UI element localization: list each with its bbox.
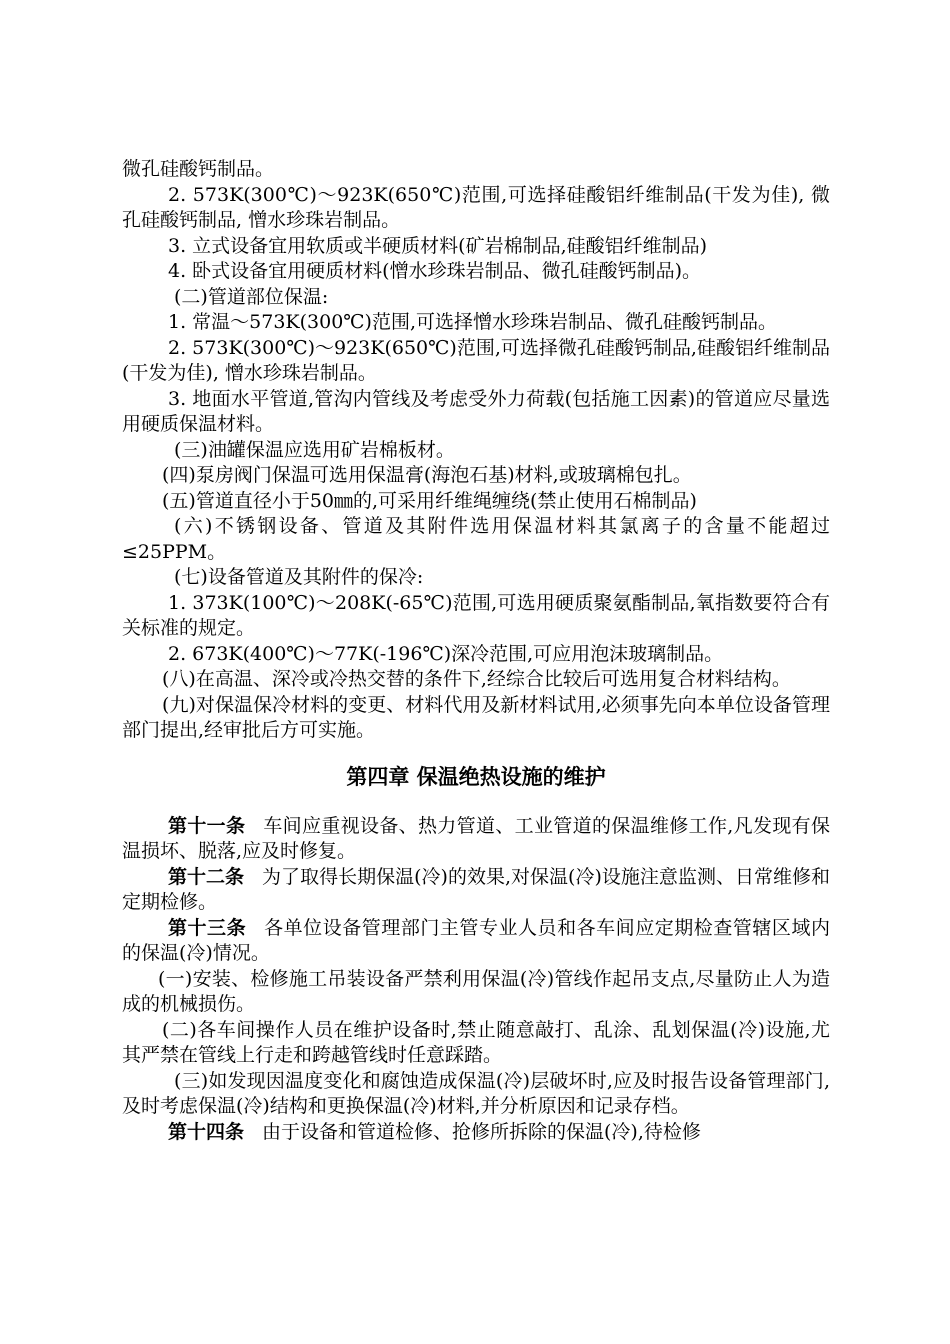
article-label: 第十二条 [168,865,245,888]
paragraph: 1. 373K(100℃)～208K(-65℃)范围,可选用硬质聚氨酯制品,氧指数要符合有关标准的规定。 [122,591,830,639]
article-label: 第十四条 [168,1120,245,1143]
paragraph: 1. 常温～573K(300℃)范围,可选择憎水珍珠岩制品、微孔硅酸钙制品。 [168,311,778,333]
document-body [122,157,830,1145]
list-item: (二)各车间操作人员在维护设备时,禁止随意敲打、乱涂、乱划保温(冷)设施,尤其严禁在管线上行走和跨越管线时任意踩踏。 [122,1018,830,1066]
article-label: 第十三条 [168,916,247,939]
paragraph: (二)管道部位保温: [174,285,329,308]
paragraph: 3. 地面水平管道,管沟内管线及考虑受外力荷载(包括施工因素)的管道应尽量选用硬质保温材料。 [122,387,830,435]
list-item: (三)如发现因温度变化和腐蚀造成保温(冷)层破坏时,应及时报告设备管理部门,及时考虑保温(冷)结构和更换保温(冷)材料,并分析原因和记录存档。 [122,1069,830,1117]
paragraph: (九)对保温保冷材料的变更、材料代用及新材料试用,必须事先向本单位设备管理部门提出,经审批后方可实施。 [122,693,830,741]
article-12 [122,865,830,916]
article-text: 车间应重视设备、热力管道、工业管道的保温维修工作,凡发现有保温损坏、脱落,应及时修复。 [122,814,830,862]
list-item: (一)安装、检修施工吊装设备严禁利用保温(冷)管线作起吊支点,尽量防止人为造成的机械损伤。 [122,967,830,1015]
article-14 [122,1120,830,1146]
article-text: 为了取得长期保温(冷)的效果,对保温(冷)设施注意监测、日常维修和定期检修。 [122,865,830,913]
chapter-title: 第四章 保温绝热设施的维护 [346,764,606,789]
paragraph: 微孔硅酸钙制品。 [122,158,275,180]
paragraph: (七)设备管道及其附件的保冷: [174,566,424,588]
paragraph: (五)管道直径小于50㎜的,可采用纤维绳缠绕(禁止使用石棉制品) [162,489,697,512]
paragraph: 4. 卧式设备宜用硬质材料(憎水珍珠岩制品、微孔硅酸钙制品)。 [168,260,701,282]
paragraph: 2. 673K(400℃)～77K(-196℃)深冷范围,可应用泡沫玻璃制品。 [168,642,724,665]
paragraph: (六)不锈钢设备、管道及其附件选用保温材料其氯离子的含量不能超过≤25PPM。 [122,515,830,563]
paragraph: (四)泵房阀门保温可选用保温膏(海泡石基)材料,或玻璃棉包扎。 [162,464,692,486]
paragraph: 2. 573K(300℃)～923K(650℃)范围,可选择硅酸铝纤维制品(干发为佳), 微孔硅酸钙制品, 憎水珍珠岩制品。 [122,183,830,231]
article-label: 第十一条 [168,814,246,837]
article-13 [122,916,830,967]
paragraph: 2. 573K(300℃)～923K(650℃)范围,可选择微孔硅酸钙制品,硅酸铝纤维制品(干发为佳), 憎水珍珠岩制品。 [122,336,830,384]
article-text: 各单位设备管理部门主管专业人员和各车间应定期检查管辖区域内的保温(冷)情况。 [122,916,830,964]
article-11 [122,814,830,865]
article-text: 由于设备和管道检修、抢修所拆除的保温(冷),待检修 [262,1120,701,1143]
paragraph: (三)油罐保温应选用矿岩棉板材。 [174,438,455,461]
paragraph: (八)在高温、深冷或冷热交替的条件下,经综合比较后可选用复合材料结构。 [162,668,791,690]
paragraph: 3. 立式设备宜用软质或半硬质材料(矿岩棉制品,硅酸铝纤维制品) [168,234,708,257]
